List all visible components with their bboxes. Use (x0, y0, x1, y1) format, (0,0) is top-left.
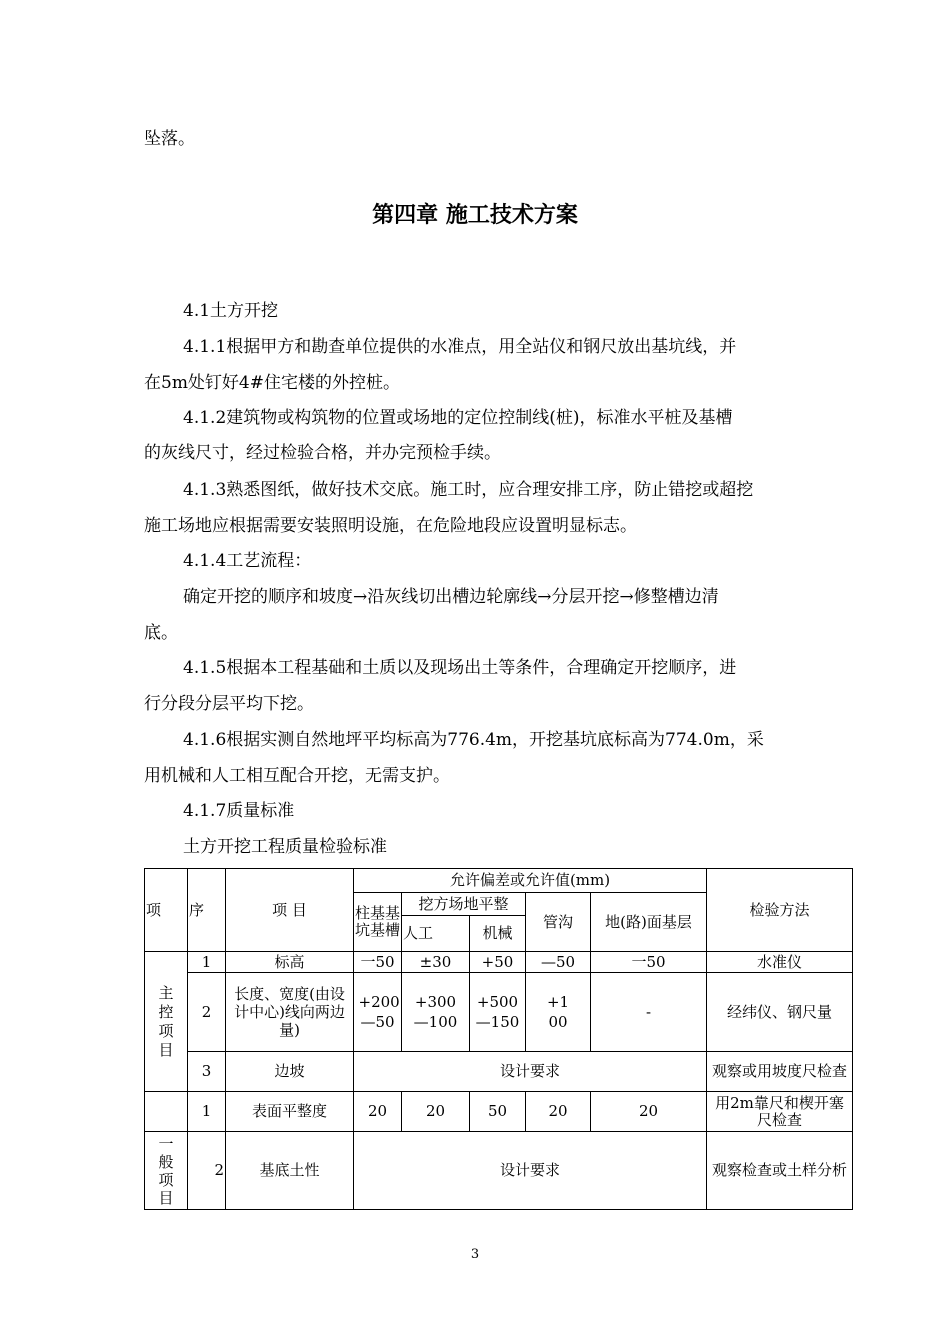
para-4-1-7: 4.1.7质量标准 (183, 801, 295, 821)
para-4-1-6-cont: 用机械和人工相互配合开挖，无需支护。 (144, 766, 450, 786)
para-4-1-1-cont: 在5m处钉好4#住宅楼的外控桩。 (144, 373, 400, 393)
row-seq: 2 (188, 1132, 226, 1210)
table-row (145, 973, 853, 1052)
row-machine: +50 (470, 952, 526, 973)
para-4-1-1: 4.1.1根据甲方和勘查单位提供的水准点，用全站仪和钢尺放出基坑线，并 (183, 337, 737, 357)
row-trench: —50 (526, 952, 591, 973)
row-pit: 一50 (354, 952, 402, 973)
process-flow-cont: 底。 (144, 623, 178, 643)
row-machine: +500—150 (470, 973, 526, 1052)
row-item: 基底土性 (226, 1132, 354, 1210)
section-4-1: 4.1土方开挖 (183, 301, 279, 321)
row-item: 边坡 (226, 1052, 354, 1092)
top-fragment: 坠落。 (144, 129, 195, 149)
para-4-1-4: 4.1.4工艺流程： (183, 551, 312, 571)
row-machine: 50 (470, 1092, 526, 1132)
header-machine: 机械 (470, 916, 526, 952)
chapter-title: 第四章 施工技术方案 (372, 203, 578, 228)
process-flow: 确定开挖的顺序和坡度→沿灰线切出槽边轮廓线→分层开挖→修整槽边清 (183, 587, 719, 607)
general-group-spacer (145, 1092, 188, 1132)
row-item: 长度、宽度(由设计中心)线向两边量) (226, 973, 354, 1052)
table-row (145, 1052, 853, 1092)
table-row (145, 1132, 853, 1210)
header-tolerance: 允许偏差或允许值(mm) (354, 869, 707, 893)
row-road: 一50 (591, 952, 707, 973)
row-trench: +100 (526, 973, 591, 1052)
header-seq: 序 (188, 869, 226, 952)
header-trench: 管沟 (526, 893, 591, 952)
row-method: 观察检查或土样分析 (707, 1132, 853, 1210)
para-4-1-3-cont: 施工场地应根据需要安装照明设施，在危险地段应设置明显标志。 (144, 516, 637, 536)
row-manual: ±30 (402, 952, 470, 973)
row-span-value: 设计要求 (354, 1132, 707, 1210)
row-pit: 20 (354, 1092, 402, 1132)
main-group-label: 主控项目 (145, 952, 188, 1092)
header-item-type: 项 (145, 869, 188, 952)
header-road: 地(路)面基层 (591, 893, 707, 952)
header-site: 挖方场地平整 (402, 893, 526, 916)
para-4-1-6: 4.1.6根据实测自然地坪平均标高为776.4m，开挖基坑底标高为774.0m，采 (183, 730, 764, 750)
table-caption: 土方开挖工程质量检验标准 (183, 837, 387, 857)
para-4-1-5-cont: 行分段分层平均下挖。 (144, 694, 314, 714)
row-trench: 20 (526, 1092, 591, 1132)
row-seq: 1 (188, 952, 226, 973)
row-item: 标高 (226, 952, 354, 973)
table-row (145, 952, 853, 973)
general-group-label: 一般项目 (145, 1132, 188, 1210)
row-road: 20 (591, 1092, 707, 1132)
para-4-1-2-cont: 的灰线尺寸，经过检验合格，并办完预检手续。 (144, 443, 501, 463)
table-header-row-1 (145, 869, 853, 893)
header-method: 检验方法 (707, 869, 853, 952)
header-pit: 柱基基坑基槽 (354, 893, 402, 952)
row-seq: 2 (188, 973, 226, 1052)
quality-standard-table (144, 868, 853, 1210)
row-method: 用2m靠尺和楔开塞尺检查 (707, 1092, 853, 1132)
row-manual: +300—100 (402, 973, 470, 1052)
row-seq: 1 (188, 1092, 226, 1132)
page-number: 3 (470, 1247, 480, 1262)
header-item: 项 目 (226, 869, 354, 952)
para-4-1-2: 4.1.2建筑物或构筑物的位置或场地的定位控制线(桩)，标准水平桩及基槽 (183, 408, 733, 428)
para-4-1-5: 4.1.5根据本工程基础和土质以及现场出土等条件，合理确定开挖顺序，进 (183, 658, 737, 678)
table-row (145, 1092, 853, 1132)
row-pit: +200—50 (354, 973, 402, 1052)
para-4-1-3: 4.1.3熟悉图纸，做好技术交底。施工时，应合理安排工序，防止错挖或超挖 (183, 480, 754, 500)
row-manual: 20 (402, 1092, 470, 1132)
header-manual: 人工 (402, 916, 470, 952)
row-span-value: 设计要求 (354, 1052, 707, 1092)
row-item: 表面平整度 (226, 1092, 354, 1132)
row-seq: 3 (188, 1052, 226, 1092)
row-method: 经纬仪、钢尺量 (707, 973, 853, 1052)
row-method: 水准仪 (707, 952, 853, 973)
row-method: 观察或用坡度尺检查 (707, 1052, 853, 1092)
row-road: - (591, 973, 707, 1052)
